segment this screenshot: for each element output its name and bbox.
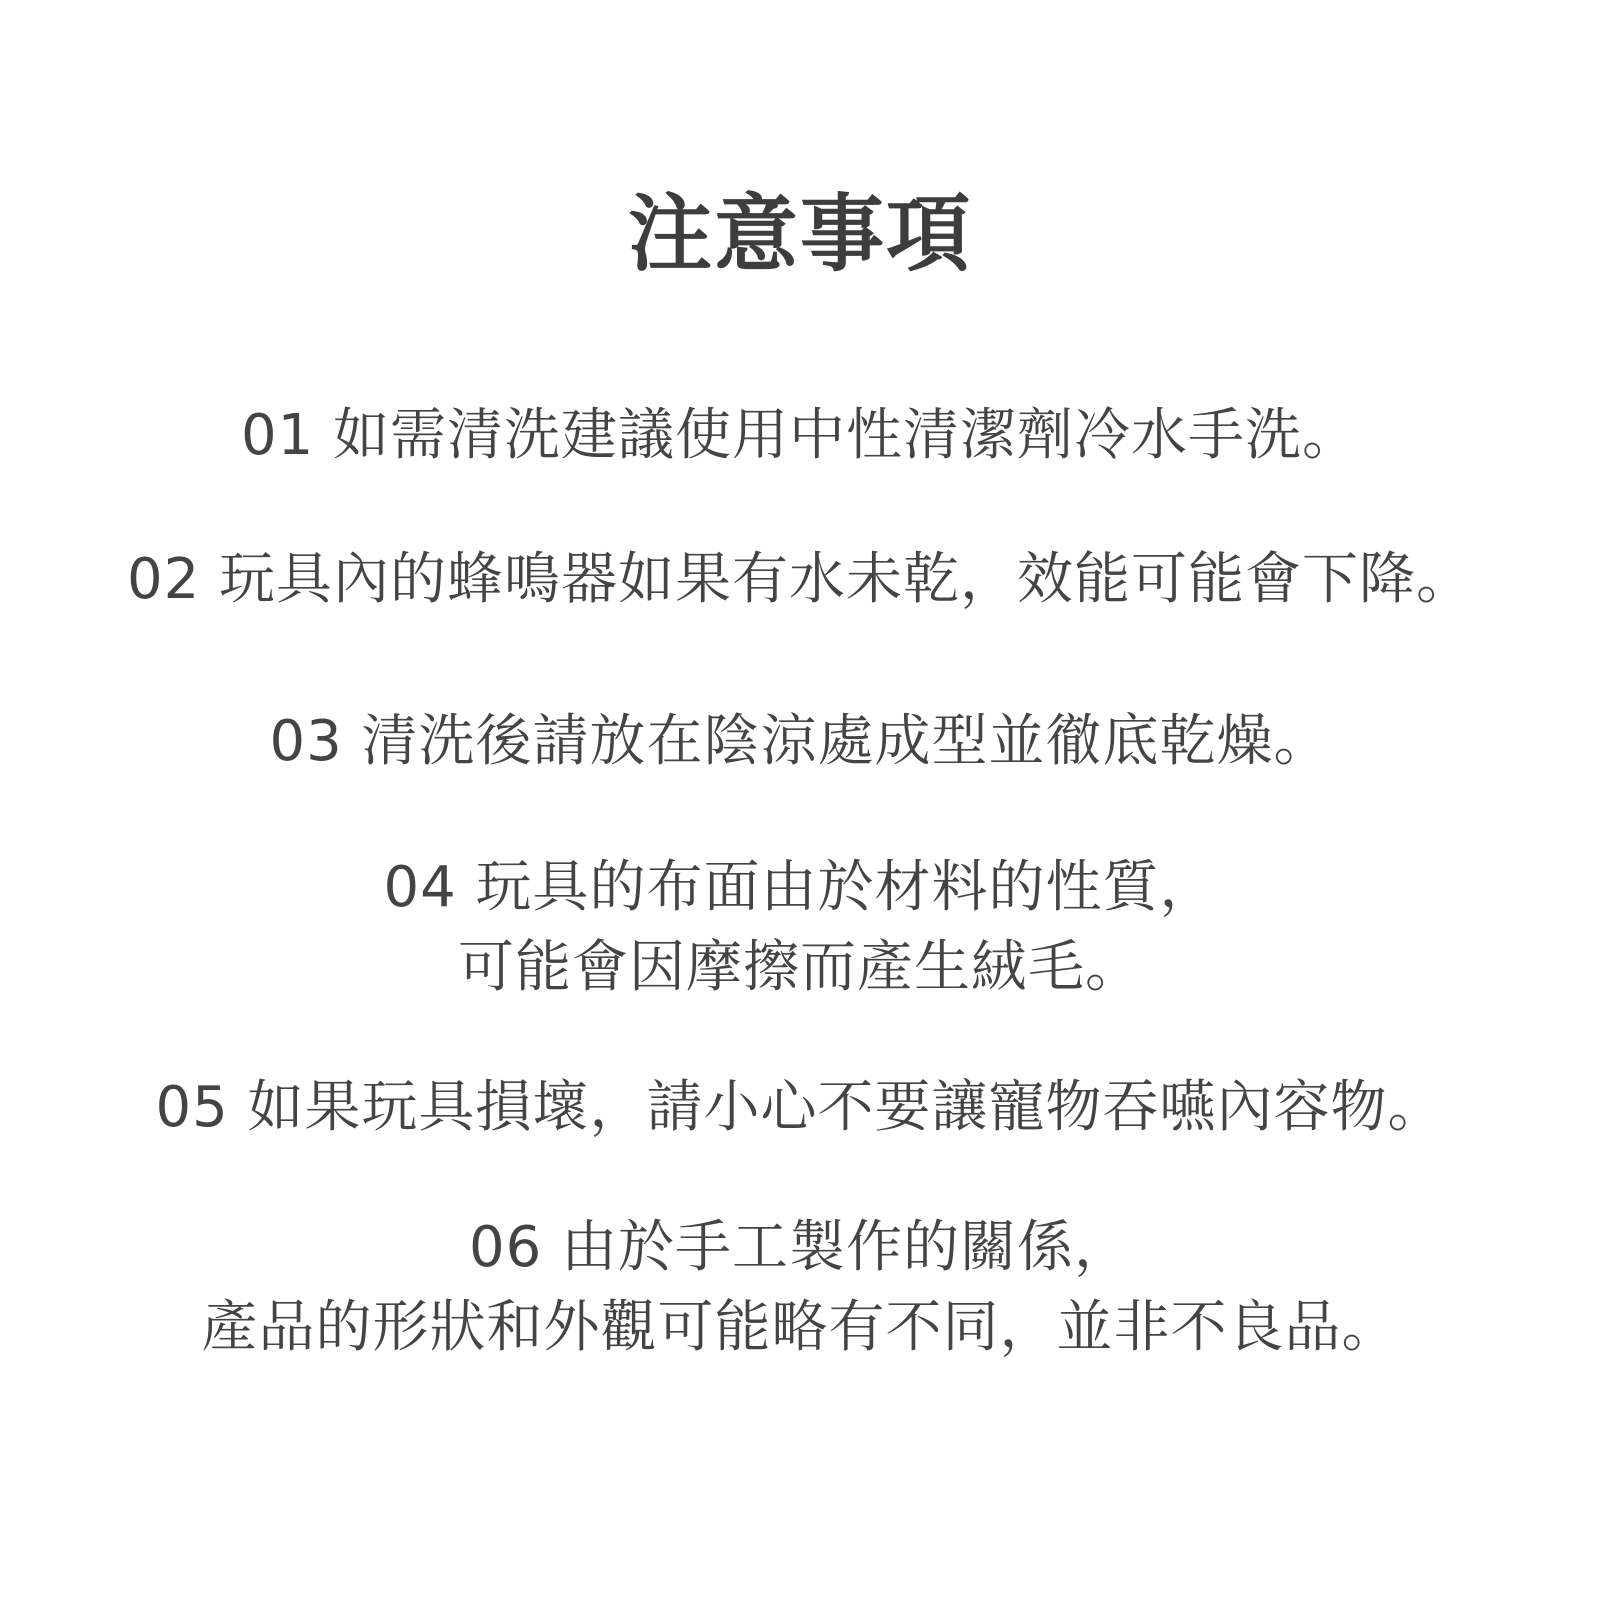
notice-text: 06 由於手工製作的關係， [468, 1215, 1132, 1280]
page-title: 注意事項 [627, 185, 972, 283]
notice-text: 05 如果玩具損壞，請小心不要讓寵物吞嚥內容物。 [155, 1075, 1445, 1140]
notice-item-05 [0, 1068, 1600, 1148]
notice-text: 01 如需清洗建議使用中性清潔劑冷水手洗。 [240, 403, 1360, 468]
notice-text: 04 玩具的布面由於材料的性質， [383, 855, 1217, 920]
notice-text-continued: 產品的形狀和外觀可能略有不同，並非不良品。 [201, 1295, 1399, 1360]
notice-text: 02 玩具內的蜂鳴器如果有水未乾，效能可能會下降。 [126, 547, 1474, 612]
notice-item-06 [0, 1208, 1600, 1368]
notice-item-02 [0, 540, 1600, 620]
notice-item-04 [0, 848, 1600, 1008]
notice-item-01 [0, 396, 1600, 476]
notice-item-03 [0, 702, 1600, 782]
notice-text-continued: 可能會因摩擦而產生絨毛。 [458, 935, 1142, 1000]
notice-text: 03 清洗後請放在陰涼處成型並徹底乾燥。 [269, 709, 1331, 774]
